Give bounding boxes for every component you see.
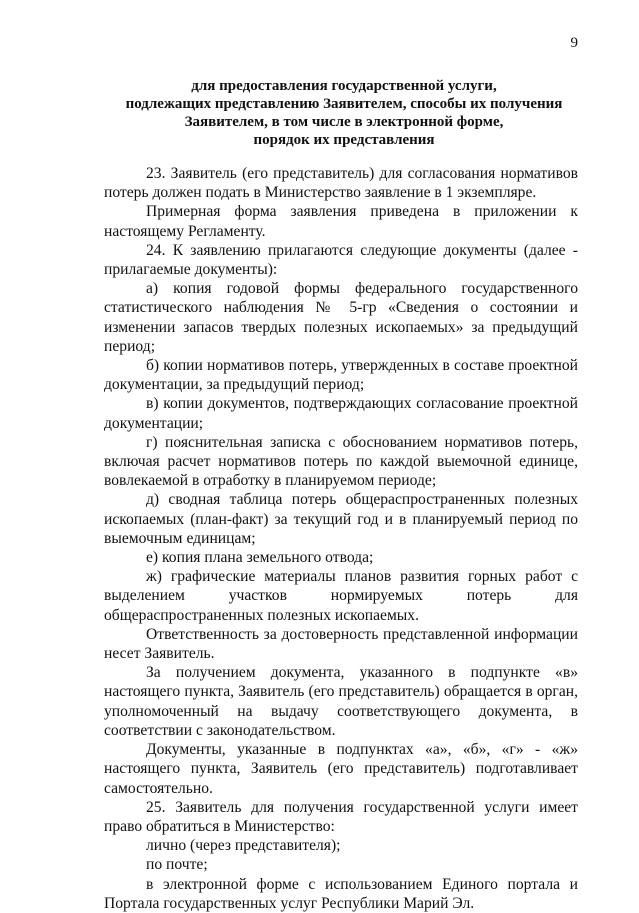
heading-line: для предоставления государственной услуги, <box>191 78 497 94</box>
paragraph-responsibility: Ответственность за достоверность представленной информации несет Заявитель. <box>104 625 578 663</box>
method-by-mail: по почте; <box>146 856 208 874</box>
method-electronic: в электронной форме с использованием Единого портала и Портала государственных услуг Республики Марий Эл. <box>104 875 578 912</box>
paragraph-24: 24. К заявлению прилагаются следующие документы (далее - прилагаемые документы): <box>104 241 578 279</box>
page-number: 9 <box>570 35 578 51</box>
list-item-d: д) сводная таблица потерь общераспространенных полезных ископаемых (план-факт) за текущий год и в планируемый период по выемочным единицам; <box>104 491 578 547</box>
heading-line: подлежащих представлению Заявителем, способы их получения <box>125 96 563 112</box>
paragraph-25: 25. Заявитель для получения государственной услуги имеет право обратиться в Министерство: <box>104 798 578 835</box>
heading-line: порядок их представления <box>253 132 435 148</box>
list-item-e: е) копия плана земельного отвода; <box>146 549 374 567</box>
paragraph-form-example: Примерная форма заявления приведена в приложении к настоящему Регламенту. <box>104 203 578 240</box>
list-item-b: б) копии нормативов потерь, утвержденных в составе проектной документации, за предыдущий период; <box>104 357 578 394</box>
list-item-g: г) пояснительная записка с обоснованием нормативов потерь, включая расчет нормативов потерь по каждой выемочной единице, вовлекаемой в отработку в планируемом периоде; <box>104 433 578 490</box>
list-item-zh: ж) графические материалы планов развития горных работ с выделением участков нормируемых потерь для общераспространенных полезных ископаемых. <box>104 568 578 624</box>
paragraph-self-prepared: Документы, указанные в подпунктах «а», «б», «г» - «ж» настоящего пункта, Заявитель (его представитель) подготавливает самостоятельно. <box>104 741 578 797</box>
paragraph-obtaining-document: За получением документа, указанного в подпункте «в» настоящего пункта, Заявитель (его представитель) обращается в орган, уполномоченный на выдачу соответствующего документа, в соответствии с законодательством. <box>104 664 578 739</box>
list-item-v: в) копии документов, подтверждающих согласование проектной документации; <box>104 395 578 432</box>
list-item-a: а) копия годовой формы федерального государственного статистического наблюдения № 5-гр «Сведения о состоянии и изменении запасов твердых полезных ископаемых» за предыдущий период; <box>104 280 578 355</box>
method-in-person: лично (через представителя); <box>146 837 341 855</box>
body-text <box>104 164 578 913</box>
paragraph-23: 23. Заявитель (его представитель) для согласования нормативов потерь должен подать в Министерство заявление в 1 экземпляре. <box>104 165 578 202</box>
heading-line: Заявителем, в том числе в электронной форме, <box>184 114 504 130</box>
section-heading <box>104 77 584 149</box>
